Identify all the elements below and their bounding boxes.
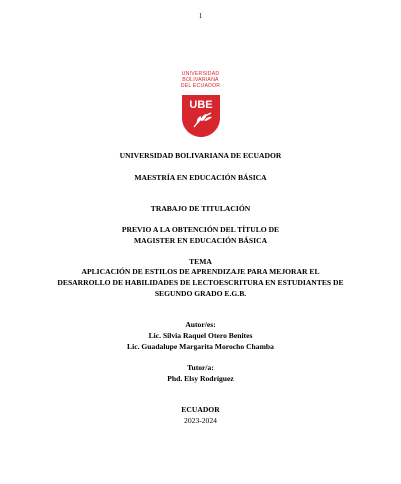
- logo-line: BOLIVARIANA: [182, 77, 219, 84]
- topic-line: APLICACIÓN DE ESTILOS DE APRENDIZAJE PARA MEJORAR EL: [81, 267, 320, 276]
- university-name: UNIVERSIDAD BOLIVARIANA DE ECUADOR: [119, 151, 282, 160]
- topic-line: SEGUNDO GRADO E.G.B.: [154, 289, 247, 298]
- academic-year: 2023-2024: [184, 416, 217, 425]
- work-type: TRABAJO DE TITULACIÓN: [150, 204, 251, 213]
- authors-label: Autor/es:: [185, 320, 216, 329]
- topic-label: TEMA: [189, 257, 212, 266]
- author-name: Lic. Guadalupe Margarita Morocho Chamba: [127, 342, 274, 351]
- purpose-line: MAGISTER EN EDUCACIÓN BÁSICA: [133, 236, 268, 245]
- tutor-name: Phd. Elsy Rodríguez: [167, 374, 234, 383]
- logo-line: UNIVERSIDAD: [181, 71, 220, 77]
- page-number: 1: [198, 12, 203, 20]
- logo-wordmark: [0, 71, 401, 90]
- logo-line: DEL ECUADOR: [180, 83, 221, 90]
- logo-acronym: UBE: [189, 99, 213, 111]
- purpose-line: PREVIO A LA OBTENCIÓN DEL TÍTULO DE: [121, 225, 280, 234]
- ube-logo-icon: [181, 94, 221, 138]
- topic-line: DESARROLLO DE HABILIDADES DE LECTOESCRITURA EN ESTUDIANTES DE: [57, 278, 344, 287]
- program-name: MAESTRÍA EN EDUCACIÓN BÁSICA: [134, 173, 267, 182]
- tutor-label: Tutor/a:: [187, 363, 214, 372]
- author-name: Lic. Silvia Raquel Otero Benites: [148, 331, 253, 340]
- country: ECUADOR: [181, 405, 220, 414]
